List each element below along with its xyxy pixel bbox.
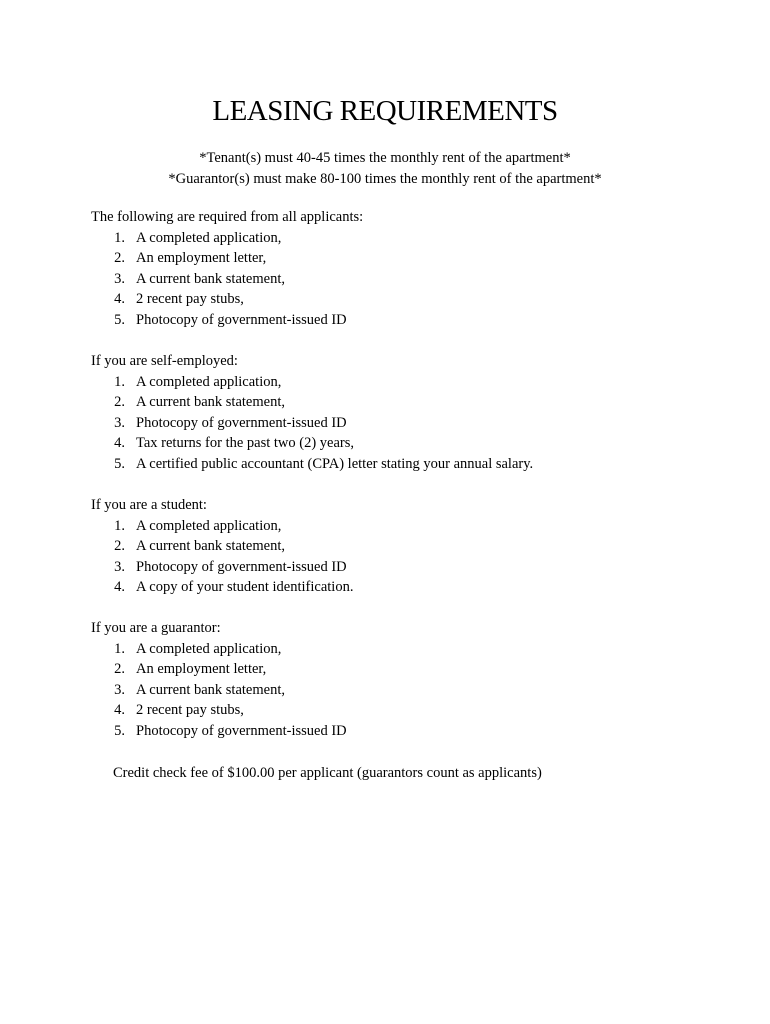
item-number: 2.: [114, 661, 125, 677]
item-number: 3.: [114, 558, 125, 575]
list-item: [91, 659, 731, 680]
section-guarantor: [91, 618, 731, 741]
item-text: A current bank statement,: [136, 538, 285, 554]
item-number: 3.: [114, 681, 125, 698]
requirements-list: [91, 639, 731, 742]
item-text: Photocopy of government-issued ID: [136, 414, 347, 431]
list-item: [91, 269, 731, 290]
section-student: [91, 495, 731, 598]
item-text: A current bank statement,: [136, 270, 285, 287]
item-text: Photocopy of government-issued ID: [136, 311, 347, 328]
guarantor-income-note: *Guarantor(s) must make 80-100 times the monthly rent of the apartment*: [168, 170, 602, 187]
item-text: 2 recent pay stubs,: [136, 702, 244, 718]
section-heading: The following are required from all applicants:: [91, 209, 364, 225]
item-number: 5.: [114, 455, 125, 472]
list-item: [91, 536, 731, 557]
item-number: 2.: [114, 394, 125, 410]
item-number: 4.: [114, 702, 125, 718]
income-notes: [0, 148, 770, 189]
section-heading: If you are a student:: [91, 497, 207, 513]
list-item: [91, 557, 731, 578]
list-item: [91, 700, 731, 721]
item-text: A certified public accountant (CPA) letter stating your annual salary.: [136, 455, 534, 472]
list-item: [91, 454, 731, 475]
section-all-applicants: [91, 207, 731, 330]
item-number: 3.: [114, 414, 125, 431]
requirements-list: [91, 372, 731, 475]
page-title: LEASING REQUIREMENTS: [212, 95, 558, 127]
list-item: [91, 392, 731, 413]
requirements-list: [91, 516, 731, 598]
item-text: A completed application,: [136, 373, 282, 390]
item-number: 2.: [114, 538, 125, 554]
item-number: 3.: [114, 270, 125, 287]
list-item: [91, 433, 731, 454]
list-item: [91, 248, 731, 269]
list-item: [91, 721, 731, 742]
item-number: 1.: [114, 517, 125, 534]
list-item: [91, 228, 731, 249]
list-item: [91, 516, 731, 537]
requirements-list: [91, 228, 731, 331]
item-text: A completed application,: [136, 517, 282, 534]
list-item: [91, 577, 731, 598]
item-number: 1.: [114, 229, 125, 246]
item-number: 4.: [114, 435, 125, 451]
item-number: 1.: [114, 640, 125, 657]
item-text: A current bank statement,: [136, 394, 285, 410]
list-item: [91, 680, 731, 701]
section-heading: If you are self-employed:: [91, 353, 238, 369]
item-number: 5.: [114, 722, 125, 739]
item-text: Photocopy of government-issued ID: [136, 722, 347, 739]
section-self-employed: [91, 351, 731, 474]
item-text: An employment letter,: [136, 661, 267, 677]
list-item: [91, 289, 731, 310]
item-text: A current bank statement,: [136, 681, 285, 698]
item-text: An employment letter,: [136, 250, 267, 266]
list-item: [91, 413, 731, 434]
item-number: 4.: [114, 291, 125, 307]
list-item: [91, 639, 731, 660]
item-number: 4.: [114, 579, 125, 595]
item-number: 1.: [114, 373, 125, 390]
item-number: 5.: [114, 311, 125, 328]
item-text: Photocopy of government-issued ID: [136, 558, 347, 575]
item-text: A copy of your student identification.: [136, 579, 354, 595]
list-item: [91, 372, 731, 393]
tenant-income-note: *Tenant(s) must 40-45 times the monthly rent of the apartment*: [199, 150, 571, 166]
item-number: 2.: [114, 250, 125, 266]
item-text: 2 recent pay stubs,: [136, 291, 244, 307]
item-text: Tax returns for the past two (2) years,: [136, 435, 355, 451]
list-item: [91, 310, 731, 331]
item-text: A completed application,: [136, 229, 282, 246]
item-text: A completed application,: [136, 640, 282, 657]
section-heading: If you are a guarantor:: [91, 620, 221, 636]
credit-check-fee-note: Credit check fee of $100.00 per applicant (guarantors count as applicants): [113, 765, 542, 781]
